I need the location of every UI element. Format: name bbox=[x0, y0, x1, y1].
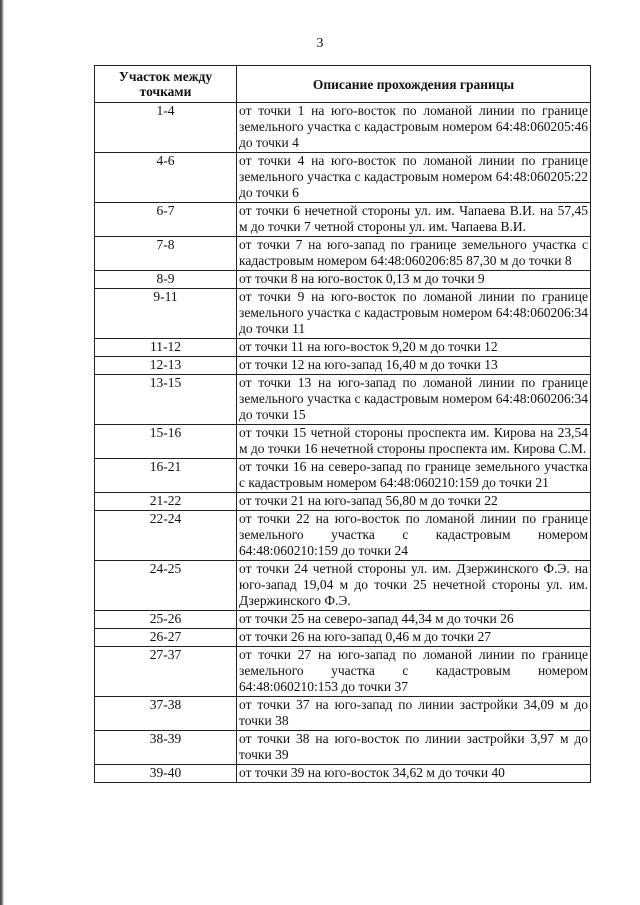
table-row bbox=[95, 731, 591, 765]
description-cell: от точки 27 на юго-запад по ломаной линии по границе земельного участка с кадастровым номером 64:48:060210:153 до точки 37 bbox=[237, 647, 591, 697]
description-cell: от точки 6 нечетной стороны ул. им. Чапаева В.И. на 57,45 м до точки 7 четной стороны ул. им. Чапаева В.И. bbox=[237, 203, 591, 237]
table-header-row bbox=[95, 66, 591, 103]
table-row bbox=[95, 289, 591, 339]
segment-cell: 27-37 bbox=[95, 647, 237, 697]
description-cell: от точки 26 на юго-запад 0,46 м до точки 27 bbox=[237, 629, 591, 647]
table-row bbox=[95, 203, 591, 237]
segment-cell: 12-13 bbox=[95, 357, 237, 375]
table-row bbox=[95, 765, 591, 783]
boundary-table bbox=[94, 65, 591, 783]
description-cell: от точки 4 на юго-восток по ломаной линии по границе земельного участка с кадастровым номером 64:48:060205:22 до точки 6 bbox=[237, 153, 591, 203]
segment-cell: 24-25 bbox=[95, 561, 237, 611]
description-cell: от точки 39 на юго-восток 34,62 м до точки 40 bbox=[237, 765, 591, 783]
segment-cell: 38-39 bbox=[95, 731, 237, 765]
table-row bbox=[95, 629, 591, 647]
description-cell: от точки 16 на северо-запад по границе земельного участка с кадастровым номером 64:48:060210:159 до точки 21 bbox=[237, 459, 591, 493]
segment-cell: 16-21 bbox=[95, 459, 237, 493]
table-row bbox=[95, 493, 591, 511]
segment-cell: 37-38 bbox=[95, 697, 237, 731]
table-row bbox=[95, 271, 591, 289]
description-cell: от точки 13 на юго-запад по ломаной линии по границе земельного участка с кадастровым номером 64:48:060206:34 до точки 15 bbox=[237, 375, 591, 425]
segment-column-header: Участок между точками bbox=[95, 66, 237, 103]
description-cell: от точки 12 на юго-запад 16,40 м до точки 13 bbox=[237, 357, 591, 375]
description-cell: от точки 7 на юго-запад по границе земельного участка с кадастровым номером 64:48:060206:85 87,30 м до точки 8 bbox=[237, 237, 591, 271]
segment-cell: 21-22 bbox=[95, 493, 237, 511]
segment-cell: 4-6 bbox=[95, 153, 237, 203]
table-row bbox=[95, 339, 591, 357]
description-cell: от точки 37 на юго-запад по линии застройки 34,09 м до точки 38 bbox=[237, 697, 591, 731]
segment-cell: 1-4 bbox=[95, 103, 237, 153]
description-cell: от точки 38 на юго-восток по линии застройки 3,97 м до точки 39 bbox=[237, 731, 591, 765]
table-row bbox=[95, 237, 591, 271]
segment-cell: 22-24 bbox=[95, 511, 237, 561]
segment-cell: 7-8 bbox=[95, 237, 237, 271]
segment-cell: 6-7 bbox=[95, 203, 237, 237]
table-body bbox=[95, 103, 591, 783]
description-cell: от точки 15 четной стороны проспекта им. Кирова на 23,54 м до точки 16 нечетной стороны проспекта им. Кирова С.М. bbox=[237, 425, 591, 459]
table-row bbox=[95, 611, 591, 629]
page-number: 3 bbox=[316, 36, 324, 51]
description-cell: от точки 11 на юго-восток 9,20 м до точки 12 bbox=[237, 339, 591, 357]
scan-edge bbox=[0, 0, 4, 905]
table-row bbox=[95, 459, 591, 493]
segment-cell: 8-9 bbox=[95, 271, 237, 289]
table-row bbox=[95, 425, 591, 459]
table-row bbox=[95, 357, 591, 375]
description-cell: от точки 24 четной стороны ул. им. Дзержинского Ф.Э. на юго-запад 19,04 м до точки 25 нечетной стороны ул. им. Дзержинского Ф.Э. bbox=[237, 561, 591, 611]
table-row bbox=[95, 153, 591, 203]
description-cell: от точки 1 на юго-восток по ломаной линии по границе земельного участка с кадастровым номером 64:48:060205:46 до точки 4 bbox=[237, 103, 591, 153]
table-row bbox=[95, 697, 591, 731]
description-cell: от точки 9 на юго-восток по ломаной линии по границе земельного участка с кадастровым номером 64:48:060206:34 до точки 11 bbox=[237, 289, 591, 339]
segment-cell: 15-16 bbox=[95, 425, 237, 459]
table-row bbox=[95, 103, 591, 153]
segment-cell: 25-26 bbox=[95, 611, 237, 629]
table-row bbox=[95, 647, 591, 697]
table-row bbox=[95, 375, 591, 425]
description-cell: от точки 25 на северо-запад 44,34 м до точки 26 bbox=[237, 611, 591, 629]
description-cell: от точки 8 на юго-восток 0,13 м до точки 9 bbox=[237, 271, 591, 289]
segment-cell: 11-12 bbox=[95, 339, 237, 357]
segment-cell: 13-15 bbox=[95, 375, 237, 425]
segment-cell: 26-27 bbox=[95, 629, 237, 647]
table-row bbox=[95, 511, 591, 561]
description-column-header: Описание прохождения границы bbox=[237, 66, 591, 103]
table-row bbox=[95, 561, 591, 611]
segment-cell: 9-11 bbox=[95, 289, 237, 339]
description-cell: от точки 22 на юго-восток по ломаной линии по границе земельного участка с кадастровым номером 64:48:060210:159 до точки 24 bbox=[237, 511, 591, 561]
description-cell: от точки 21 на юго-запад 56,80 м до точки 22 bbox=[237, 493, 591, 511]
segment-cell: 39-40 bbox=[95, 765, 237, 783]
